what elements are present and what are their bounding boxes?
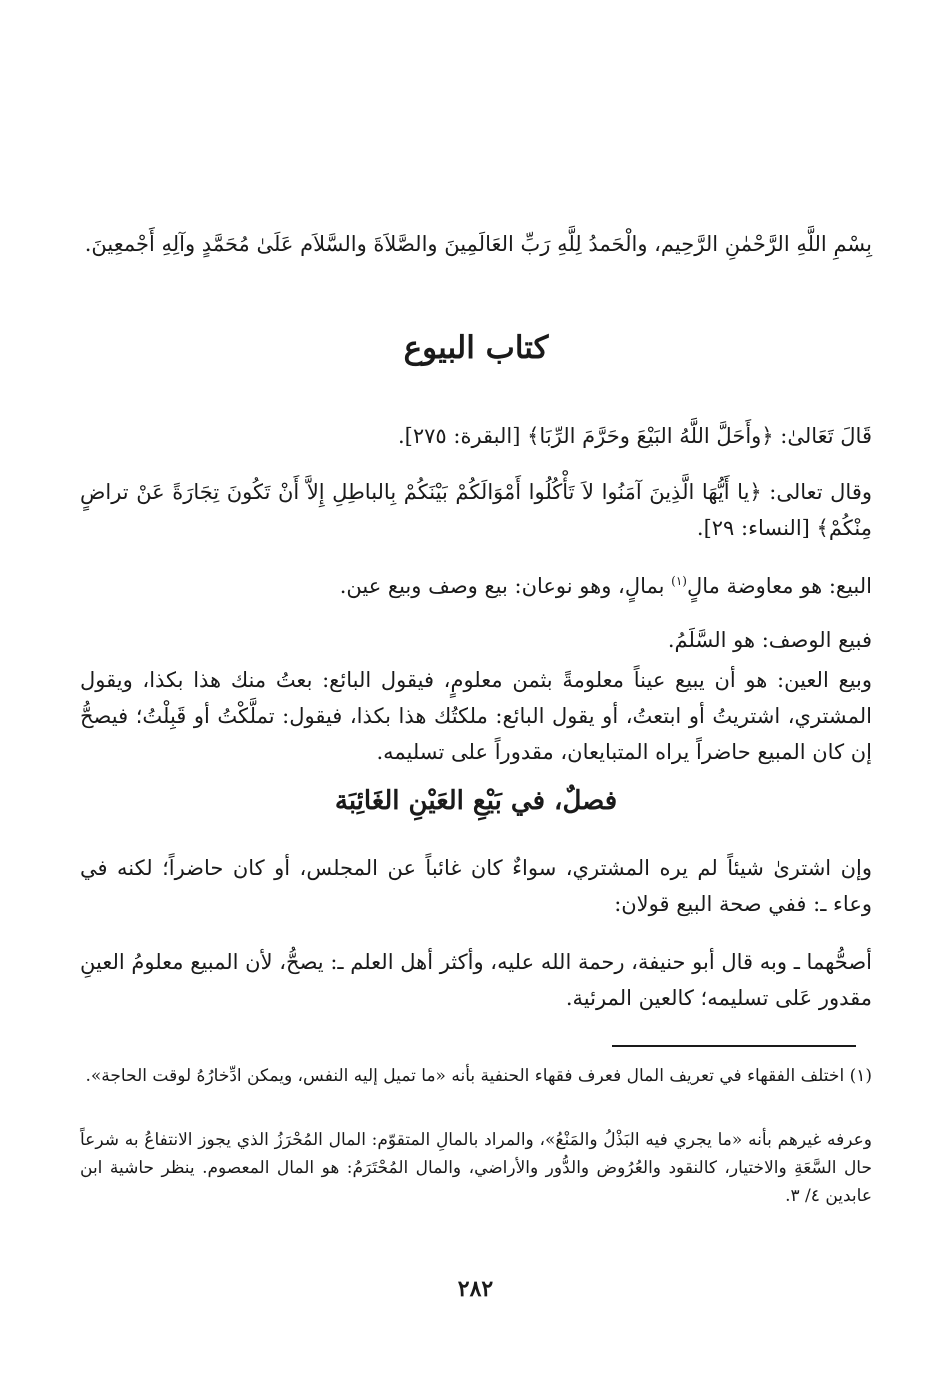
footnote-1-continued (80, 1126, 872, 1210)
verse-nisa-text: وقال تعالى: ﴿يا أَيُّهَا الَّذِينَ آمَنُوا لاَ تَأْكُلُوا أَمْوَالَكُمْ بَيْنَكُمْ بِالباطِلِ إِلاَّ أَنْ تَكُونَ تِجَارَةً عَنْ تراضٍ مِنْكُمْ﴾ [النساء: ٢٩]. (80, 480, 872, 540)
page-number: ٢٨٢ (457, 1276, 494, 1302)
footnote-divider (612, 1045, 856, 1047)
sale-by-description (80, 622, 872, 658)
footnote-1-text: (١) اختلف الفقهاء في تعريف المال فعرف فقهاء الحنفية بأنه «ما تميل إليه النفس، ويمكن ادِّخارُهُ لوقت الحاجة». (85, 1066, 872, 1086)
absent-item-paragraph (80, 850, 872, 922)
section-heading: فصلٌ، في بَيْعِ العَيْنِ الغَائِبَة (334, 786, 618, 816)
verse-baqarah (80, 418, 872, 454)
sale-by-description-text: فبيع الوصف: هو السَّلَمُ. (667, 628, 872, 652)
valid-opinion-text: أصحُّهما ـ وبه قال أبو حنيفة، رحمة الله عليه، وأكثر أهل العلم ـ: يصحُّ، لأن المبيع معلومُ العينِ مقدور عَلى تسليمه؛ كالعين المرئية. (80, 950, 872, 1010)
valid-opinion-paragraph (80, 944, 872, 1016)
verse-nisa (80, 474, 872, 546)
footnote-1-continued-text: وعرفه غيرهم بأنه «ما يجري فيه البَذْلُ والمَنْعُ»، والمراد بالمالِ المتقوّم: المال المُحْرَزُ الذي يجوز الانتفاعُ به شرعاً حال السَّعَةِ والاختيار، كالنقود والعُرُوض والدُّور والأراضي، والمال المُحْتَرَمُ: هو المال المعصوم. ينظر حاشية ابن عابدين ٤/ ٣. (80, 1130, 872, 1206)
absent-item-text: وإن اشترىٰ شيئاً لم يره المشتري، سواءٌ كان غائباً عن المجلس، أو كان حاضراً؛ لكنه في وعاء ـ: ففي صحة البيع قولان: (80, 856, 872, 916)
definition-start: البيع: هو معاوضة مالٍ (686, 574, 872, 598)
footnote-ref-1[interactable]: (١) (671, 574, 687, 588)
definition-end: بمالٍ، وهو نوعان: بيع وصف وبيع عين. (339, 574, 672, 598)
sale-of-specific-item-text: وبيع العين: هو أن يبيع عيناً معلومةً بثمن معلومٍ، فيقول البائع: بعتُ منك هذا بكذا، ويقول المشتري، اشتريتُ أو ابتعتُ، أو يقول البائع: ملكتُك هذا بكذا، فيقول: تملَّكْتُ أو قَبِلْتُ؛ فيصحُّ إن كان المبيع حاضراً يراه المتبايعان، مقدوراً على تسليمه. (80, 668, 872, 764)
basmala-text: بِسْمِ اللَّهِ الرَّحْمٰنِ الرَّحِيم، والْحَمدُ لِلَّهِ رَبِّ العَالَمِينَ والصَّلاَةَ والسَّلاَم عَلَىٰ مُحَمَّدٍ وآلِهِ أَجْمعِينَ. (84, 232, 872, 256)
sale-of-specific-item (80, 662, 872, 770)
book-title: كتاب البيوع (403, 330, 549, 366)
footnote-1 (80, 1062, 872, 1090)
basmala-paragraph (80, 226, 872, 262)
verse-baqarah-text: قَالَ تَعَالىٰ: ﴿وأَحَلَّ اللَّهُ البَيْعَ وحَرَّمَ الرِّبَا﴾ [البقرة: ٢٧٥]. (398, 424, 872, 448)
sale-definition (80, 568, 872, 604)
sale-definition-text (80, 568, 872, 604)
